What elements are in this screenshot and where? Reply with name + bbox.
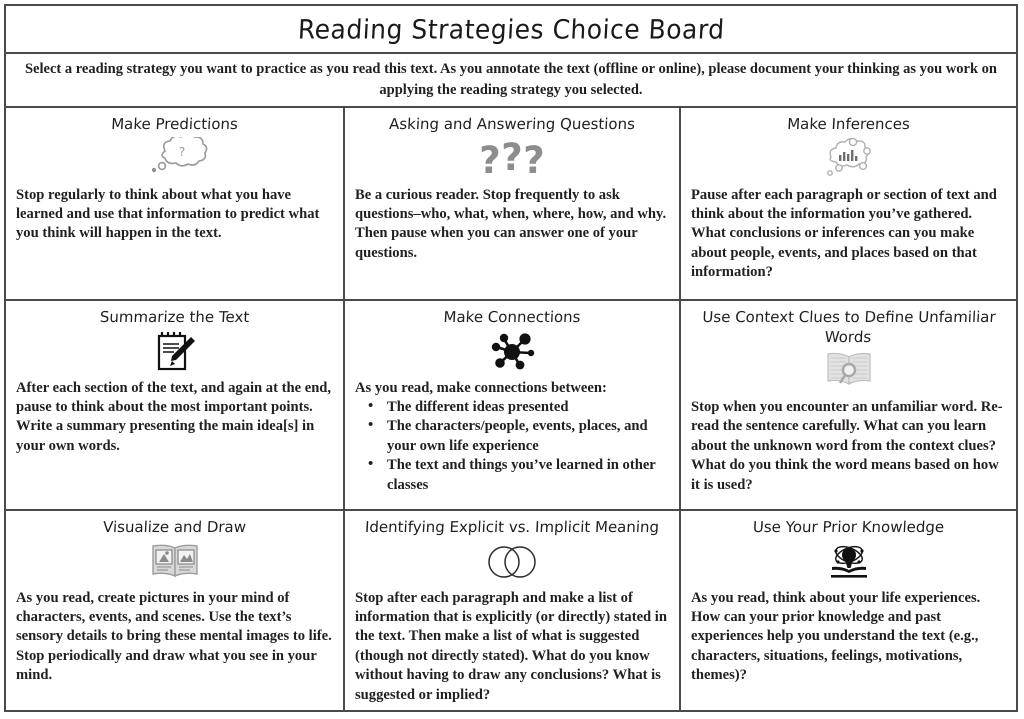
strategy-title: Make Connections: [443, 308, 581, 326]
strategy-description: [16, 186, 333, 244]
strategy-grid: [6, 108, 1016, 710]
triple-question-mark-icon: [355, 136, 669, 182]
strategy-description-text: As you read, create pictures in your mind of characters, events, and scenes. Use the text’s sensory details to bring these mental images to life. Stop periodically and draw what you see in your mind.: [16, 589, 332, 684]
list-item: • The text and things you’ve learned in other classes: [385, 456, 669, 495]
list-item: • The characters/people, events, places, and your own life experience: [385, 417, 669, 456]
strategy-cell-make-inferences[interactable]: [681, 108, 1016, 299]
strategy-description: [355, 589, 669, 705]
strategy-title: Use Context Clues to Define Unfamiliar Words: [701, 308, 997, 346]
notepad-pencil-icon: [16, 329, 333, 375]
strategy-cell-summarize-the-text[interactable]: [6, 301, 345, 509]
strategy-cell-make-predictions[interactable]: [6, 108, 345, 299]
strategy-title: Summarize the Text: [99, 308, 250, 326]
strategy-cell-explicit-vs-implicit[interactable]: [345, 511, 681, 710]
thought-cloud-data-icon: [691, 136, 1006, 182]
strategy-title: Make Predictions: [110, 115, 239, 133]
instruction-text: Select a reading strategy you want to practice as you read this text. As you annotate the text (offline or online), please document your thinking as you work on applying the reading strategy you selected.: [24, 60, 998, 98]
strategy-description: [691, 589, 1006, 686]
open-picture-book-icon: [16, 539, 333, 585]
strategy-description: [16, 589, 333, 686]
page-title: Reading Strategies Choice Board: [296, 13, 726, 45]
strategy-title: Asking and Answering Questions: [388, 115, 636, 133]
strategy-cell-use-your-prior-knowledge[interactable]: [681, 511, 1016, 710]
lightbulb-book-idea-icon: [691, 539, 1006, 585]
strategy-title: Make Inferences: [786, 115, 911, 133]
grid-row: [6, 511, 1016, 710]
strategy-description-text: Stop after each paragraph and make a list of information that is explicitly (or directly) stated in the text. Then make a list of what is suggested (though not directly stated). What do you know without having to draw any conclusions? What is suggested or implied?: [355, 589, 667, 703]
strategy-description: [691, 398, 1006, 495]
strategy-title: Visualize and Draw: [102, 518, 247, 536]
strategy-description: [691, 186, 1006, 283]
strategy-title: Use Your Prior Knowledge: [752, 518, 945, 536]
book-magnifier-icon: [691, 348, 1006, 394]
thought-bubble-question-icon: [16, 136, 333, 182]
strategy-description-text: Stop when you encounter an unfamiliar word. Re-read the sentence carefully. What can you learn about the unknown word from the context clues? What do you think the word means based on how it is used?: [691, 399, 1003, 493]
svg-text:?: ?: [479, 138, 501, 181]
strategy-description-text: As you read, think about your life experiences. How can your prior knowledge and past experiences help you understand the text (e.g., characters, situations, feelings, motivations, themes)?: [691, 589, 981, 684]
title-row: [6, 6, 1016, 54]
venn-diagram-icon: [355, 539, 669, 585]
network-nodes-icon: [355, 329, 669, 375]
grid-row: [6, 301, 1016, 511]
strategy-cell-visualize-and-draw[interactable]: [6, 511, 345, 710]
svg-text:?: ?: [501, 136, 523, 179]
strategy-cell-make-connections[interactable]: [345, 301, 681, 509]
strategy-description-text: Pause after each paragraph or section of text and think about the information you’ve gathered. What conclusions or inferences can you make about people, events, and places based on that information?: [691, 186, 997, 281]
choice-board: [4, 4, 1018, 712]
strategy-description-text: After each section of the text, and again at the end, pause to think about the most important points. Write a summary presenting the main idea[s] in your own words.: [16, 379, 332, 454]
strategy-title: Identifying Explicit vs. Implicit Meaning: [364, 518, 660, 536]
strategy-description-text: Stop regularly to think about what you have learned and use that information to predict what you think will happen in the text.: [16, 186, 320, 242]
strategy-cell-use-context-clues[interactable]: [681, 301, 1016, 509]
list-item: • The different ideas presented: [385, 398, 669, 417]
grid-row: [6, 108, 1016, 301]
strategy-description-text: Be a curious reader. Stop frequently to ask questions–who, what, when, where, how, and why. Then pause when you can answer one of your questions.: [355, 186, 667, 261]
strategy-description: [355, 186, 669, 264]
svg-text:?: ?: [178, 144, 185, 159]
strategy-description-text: As you read, make connections between:: [355, 379, 607, 396]
strategy-cell-asking-and-answering-questions[interactable]: [345, 108, 681, 299]
instruction-row: [6, 54, 1016, 108]
strategy-description: [355, 379, 669, 495]
strategy-description: [16, 379, 333, 457]
strategy-bullet-list: [355, 398, 669, 495]
svg-text:?: ?: [523, 138, 545, 181]
